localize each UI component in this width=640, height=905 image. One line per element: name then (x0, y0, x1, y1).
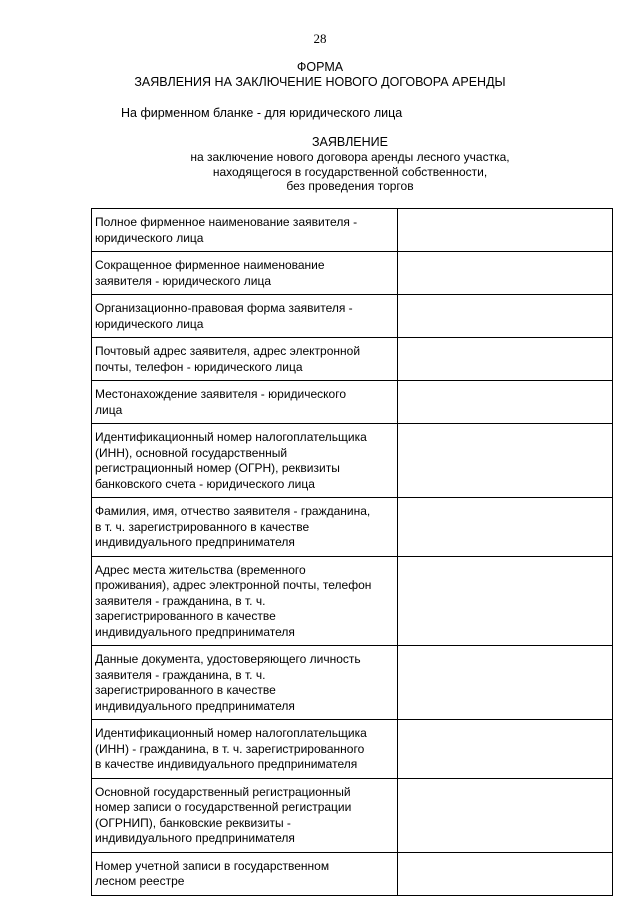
field-label: Сокращенное фирменное наименование заявителя - юридического лица (92, 252, 398, 295)
table-row (92, 381, 613, 424)
table-row (92, 295, 613, 338)
field-value-cell[interactable] (398, 209, 613, 252)
field-value-cell[interactable] (398, 338, 613, 381)
statement-subtitle-line-3: без проведения торгов (286, 179, 414, 193)
table-row (92, 338, 613, 381)
field-label: Фамилия, имя, отчество заявителя - гражданина, в т. ч. зарегистрированного в качестве индивидуального предпринимателя (92, 498, 398, 557)
table-row (92, 498, 613, 557)
table-row (92, 252, 613, 295)
field-value-cell[interactable] (398, 778, 613, 852)
field-label: Идентификационный номер налогоплательщика (ИНН), основной государственный регистрационный номер (ОГРН), реквизиты банковского счета - юридического лица (92, 424, 398, 498)
applicant-details-table (91, 208, 613, 896)
field-label: Местонахождение заявителя - юридического лица (92, 381, 398, 424)
applicant-table-body (92, 209, 613, 896)
field-label: Полное фирменное наименование заявителя - юридического лица (92, 209, 398, 252)
form-heading (0, 60, 640, 90)
field-label: Идентификационный номер налогоплательщика (ИНН) - гражданина, в т. ч. зарегистрированного в качестве индивидуального предпринимателя (92, 720, 398, 779)
field-value-cell[interactable] (398, 424, 613, 498)
table-row (92, 778, 613, 852)
field-value-cell[interactable] (398, 852, 613, 895)
table-row (92, 424, 613, 498)
statement-subtitle-line-2: находящегося в государственной собственности, (212, 164, 488, 179)
field-label: Почтовый адрес заявителя, адрес электронной почты, телефон - юридического лица (92, 338, 398, 381)
field-value-cell[interactable] (398, 556, 613, 646)
field-value-cell[interactable] (398, 252, 613, 295)
field-label: Организационно-правовая форма заявителя - юридического лица (92, 295, 398, 338)
statement-title: ЗАЯВЛЕНИЕ (311, 135, 388, 149)
table-row (92, 646, 613, 720)
field-label: Адрес места жительства (временного проживания), адрес электронной почты, телефон заявителя - гражданина, в т. ч. зарегистрированного в качестве индивидуального предпринимателя (92, 556, 398, 646)
field-value-cell[interactable] (398, 295, 613, 338)
field-label: Данные документа, удостоверяющего личность заявителя - гражданина, в т. ч. зарегистрированного в качестве индивидуального предпринимателя (92, 646, 398, 720)
table-row (92, 720, 613, 779)
field-value-cell[interactable] (398, 381, 613, 424)
field-value-cell[interactable] (398, 646, 613, 720)
statement-subtitle-line-1: на заключение нового договора аренды лесного участка, (190, 150, 510, 164)
field-value-cell[interactable] (398, 498, 613, 557)
field-value-cell[interactable] (398, 720, 613, 779)
field-label: Основной государственный регистрационный номер записи о государственной регистрации (ОГРНИП), банковские реквизиты - индивидуального предпринимателя (92, 778, 398, 852)
form-heading-line-1: ФОРМА (296, 60, 344, 74)
table-row (92, 852, 613, 895)
field-label: Номер учетной записи в государственном лесном реестре (92, 852, 398, 895)
page-number: 28 (313, 31, 327, 46)
letterhead-note: На фирменном бланке - для юридического лица (121, 106, 403, 120)
table-row (92, 209, 613, 252)
table-row (92, 556, 613, 646)
form-heading-line-2: ЗАЯВЛЕНИЯ НА ЗАКЛЮЧЕНИЕ НОВОГО ДОГОВОРА АРЕНДЫ (134, 75, 506, 89)
statement-subtitle (0, 150, 640, 194)
